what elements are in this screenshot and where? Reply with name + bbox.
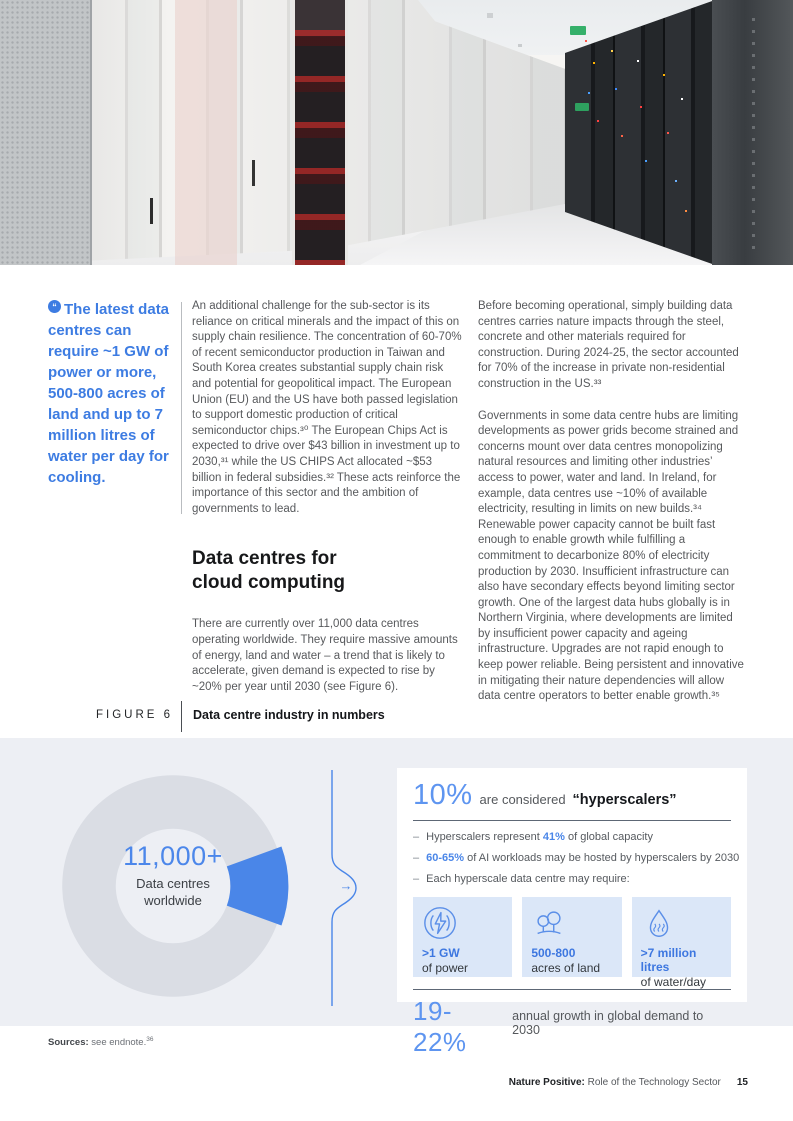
arrow-right-icon: → — [339, 878, 353, 893]
donut-label — [88, 875, 258, 909]
bullet-text: of AI workloads may be hosted by hyperscalers by 2030 — [464, 852, 740, 864]
body-paragraph: There are currently over 11,000 data centres operating worldwide. They require massive amounts of energy, land and water – a trend that is likely to accelerate, given demand is expected to rise by ~20% per year until 2030 (see Figure 6). — [192, 618, 458, 693]
pull-quote-text: The latest data centres can require ~1 GW of power or more, 500-800 acres of land and up to 7 million litres of water per day for cooling. — [48, 301, 170, 486]
bullet-dash: – — [413, 831, 420, 843]
water-icon — [641, 905, 677, 941]
growth-value: 19-22% — [413, 996, 467, 1057]
headline-term: “hyperscalers” — [572, 792, 677, 808]
headline-text: are considered — [479, 792, 566, 807]
body-paragraph: Before becoming operational, simply building data centres carries nature impacts through the steel, concrete and other materials required for construction. During 2024-25, the sector accounted for 70% of the increase in private non-residential construction in the US.³³ — [478, 300, 739, 390]
hero-perforated-rack — [0, 0, 92, 265]
card-water — [632, 897, 731, 989]
card-land — [522, 897, 621, 977]
bullet-text: Each hyperscale data centre may require: — [426, 873, 630, 885]
sources-ref: 36 — [146, 1035, 154, 1043]
section-heading-line2: cloud computing — [192, 572, 346, 594]
quote-icon: “ — [48, 300, 61, 313]
bullet-text: Hyperscalers represent — [426, 831, 543, 843]
sources-note — [48, 1037, 153, 1048]
card-value: >1 GW — [422, 946, 460, 960]
bullet-item — [413, 827, 731, 848]
column-right — [478, 299, 748, 721]
card-label: of water/day — [640, 975, 707, 989]
sources-label: Sources: — [48, 1037, 89, 1048]
card-power — [413, 897, 512, 977]
requirement-cards — [413, 897, 731, 989]
panel-headline — [413, 779, 731, 812]
column-middle — [192, 299, 464, 711]
body-paragraph: An additional challenge for the sub-sector is its reliance on critical minerals and the impact of this on supply chain resilience. The concentration of 60-70% of recent semiconductor production in Taiwan and South Korea creates substantial supply chain risk and potential for geopolitical impact. The European Union (EU) and the US have both passed legislation to support domestic production of critical semiconductor chips.³⁰ The European Chips Act is expected to drive over $43 billion in investment up to 2030,³¹ while the US CHIPS Act allocated ~$53 billion in federal subsidies.³² These acts reinforce the importance of this sector and the ambition of governments to lead. — [192, 300, 462, 515]
donut-label-line1: Data centres — [136, 876, 210, 891]
figure-label-divider — [181, 701, 182, 732]
bullet-item — [413, 848, 740, 869]
bullet-item — [413, 869, 731, 890]
bullet-dash: – — [413, 873, 420, 885]
footer-title: Role of the Technology Sector — [584, 1077, 721, 1088]
hero-rack-handles — [150, 198, 153, 224]
card-value: >7 million litres — [640, 946, 697, 974]
donut-value: 11,000+ — [123, 841, 223, 871]
hero-led-lights — [585, 40, 587, 42]
figure-label: FIGURE 6 — [96, 709, 174, 721]
exit-sign-icon — [570, 26, 586, 35]
column-divider — [181, 302, 182, 514]
section-heading-line1: Data centres for — [192, 548, 337, 570]
body-paragraph: Governments in some data centre hubs are limiting developments as power grids become strained and concerns mount over data centres monopolizing natural resources and limiting other industries’ access to power, water and land. In Ireland, for example, data centres use ~10% of available electricity, resulting in limits on new builds.³⁴ Renewable power capacity cannot be built fast enough to enable growth while fulfilling a commitment to decarbonize 80% of electricity production by 2030. Insufficient infrastructure can also have secondary effects beyond limiting sector growth. One of the largest data hubs globally is in Northern Virginia, where developments are limited by insufficient power capacity and ageing infrastructure. Upgrades are not rapid enough to keep power reliable. Being persistent and innovative in mitigating their nature dependencies will allow data centre operators to better enable growth.³⁵ — [478, 409, 744, 703]
hero-tinted-rack — [175, 0, 237, 265]
exit-sign-icon — [575, 103, 589, 111]
growth-stat — [413, 996, 731, 1058]
land-icon — [531, 905, 567, 941]
page-number: 15 — [736, 1077, 748, 1088]
bullet-text: of global capacity — [564, 831, 653, 843]
bullet-accent: 60-65% — [426, 852, 465, 864]
hero-open-rack-cables — [292, 0, 348, 265]
donut-label-line2: worldwide — [144, 893, 202, 908]
figure-title: Data centre industry in numbers — [193, 708, 385, 722]
bullet-dash: – — [413, 852, 420, 864]
card-value: 500-800 — [531, 946, 576, 960]
page-footer — [0, 1077, 748, 1088]
bullet-accent: 41% — [542, 831, 565, 843]
donut-center-label — [88, 841, 258, 909]
sources-text: see endnote. — [88, 1037, 147, 1048]
growth-text: annual growth in global demand to 2030 — [512, 1009, 704, 1037]
panel-rule — [413, 820, 731, 821]
power-icon — [422, 905, 458, 941]
hero-rack-vent-dots — [752, 18, 755, 250]
hyperscaler-stats-panel — [397, 768, 747, 1057]
card-label: of power — [422, 961, 469, 975]
footer-brand: Nature Positive: — [508, 1077, 585, 1088]
section-heading — [192, 547, 464, 595]
card-label: acres of land — [531, 961, 601, 975]
donut-chart — [53, 766, 293, 1006]
panel-rule — [413, 989, 731, 990]
pull-quote — [48, 299, 181, 488]
data-centre-hero-photo — [0, 0, 793, 265]
hyperscaler-percent: 10% — [413, 779, 473, 811]
